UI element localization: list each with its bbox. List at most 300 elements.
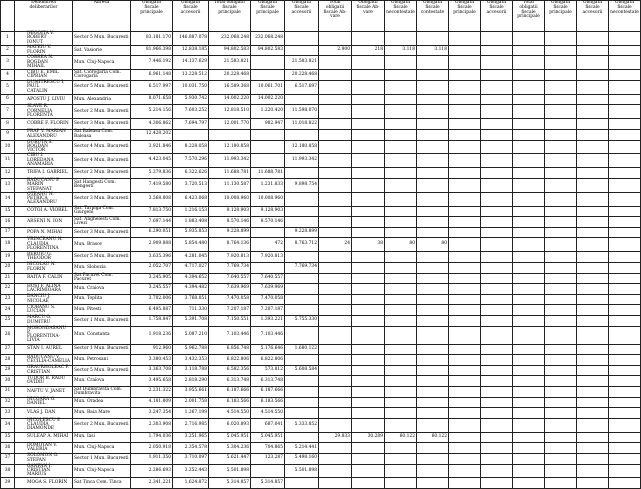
table-row	[1, 478, 641, 489]
amount-cell: 1.216.153	[173, 206, 209, 217]
amount-cell	[319, 305, 352, 316]
debtor-name: RAITA F. CALIN	[15, 273, 73, 284]
amount-cell	[209, 129, 251, 140]
amount-cell	[385, 80, 417, 94]
amount-cell	[352, 56, 385, 70]
debtor-name: ARSENI N. ION	[15, 217, 73, 228]
row-number: 16	[1, 217, 15, 228]
amount-cell: 6.313.748	[209, 376, 251, 387]
amount-cell	[417, 178, 449, 192]
amount-cell: 5.176.646	[251, 344, 285, 355]
amount-cell	[319, 56, 352, 70]
amount-cell	[545, 478, 577, 489]
amount-cell	[352, 326, 385, 344]
amount-cell	[352, 178, 385, 192]
amount-cell	[577, 387, 609, 398]
row-number: 10	[1, 140, 15, 154]
amount-cell: 232.068.248	[209, 32, 251, 46]
debtor-name: COBRE F. FLORIN	[15, 119, 73, 130]
amount-cell: 60.122	[385, 432, 417, 443]
amount-cell	[481, 129, 513, 140]
amount-cell	[577, 376, 609, 387]
amount-cell: 6.495.887	[131, 305, 173, 316]
amount-cell: 9.228.899	[209, 227, 251, 238]
debtor-address: Mun. Alexandria	[73, 94, 131, 105]
amount-cell	[481, 45, 513, 56]
column-header: Total obligatii fiscale principale	[513, 1, 545, 32]
amount-cell	[417, 453, 449, 464]
amount-cell: 11.598.070	[285, 105, 319, 119]
amount-cell: 687.041	[251, 418, 285, 432]
amount-cell	[449, 154, 481, 168]
amount-cell: 3.380.453	[131, 355, 173, 366]
amount-cell	[609, 168, 641, 179]
amount-cell	[513, 80, 545, 94]
amount-cell	[385, 70, 417, 81]
amount-cell	[285, 376, 319, 387]
amount-cell: 2.900	[319, 45, 352, 56]
amount-cell: 3.118	[417, 45, 449, 56]
amount-cell: 2.716.985	[173, 418, 209, 432]
amount-cell	[577, 478, 609, 489]
debtor-name: SOLOMON G. STEFAN	[15, 453, 73, 464]
amount-cell	[449, 94, 481, 105]
amount-cell: 6.423.068	[173, 192, 209, 206]
amount-cell	[481, 464, 513, 478]
amount-cell	[251, 464, 285, 478]
debtor-name: FRAP V. MARIAN ALEXANDRU	[15, 129, 73, 140]
amount-cell	[251, 154, 285, 168]
amount-cell: 14.002.220	[209, 94, 251, 105]
amount-cell	[449, 192, 481, 206]
amount-cell	[319, 252, 352, 263]
amount-cell	[352, 32, 385, 46]
amount-cell	[545, 206, 577, 217]
debtor-name: BEROIU G. THEODOR	[15, 252, 73, 263]
amount-cell	[385, 443, 417, 454]
amount-cell: 7.103.446	[209, 326, 251, 344]
amount-cell	[609, 478, 641, 489]
amount-cell	[481, 192, 513, 206]
debtor-name: COTOI A. VIOREL	[15, 206, 73, 217]
amount-cell	[417, 105, 449, 119]
amount-cell	[352, 408, 385, 419]
debtor-address: Sector 3 Mun. Bucuresti	[73, 119, 131, 130]
amount-cell	[385, 273, 417, 284]
amount-cell: 3.702.006	[131, 294, 173, 305]
amount-cell	[577, 119, 609, 130]
amount-cell	[319, 315, 352, 326]
amount-cell	[352, 453, 385, 464]
amount-cell	[352, 355, 385, 366]
debtor-address: Sector 2 Mun. Bucuresti	[73, 105, 131, 119]
amount-cell: 6.322.626	[173, 168, 209, 179]
amount-cell	[449, 168, 481, 179]
amount-cell	[481, 376, 513, 387]
amount-cell	[545, 168, 577, 179]
amount-cell: 6.961.148	[131, 70, 173, 81]
amount-cell	[545, 453, 577, 464]
amount-cell	[285, 206, 319, 217]
amount-cell	[609, 453, 641, 464]
amount-cell	[545, 238, 577, 252]
amount-cell: 5.391.708	[173, 315, 209, 326]
amount-cell	[449, 376, 481, 387]
amount-cell: 12.428.202	[131, 129, 173, 140]
amount-cell	[609, 178, 641, 192]
amount-cell: 3.252.443	[173, 464, 209, 478]
amount-cell	[513, 227, 545, 238]
amount-cell: 9.128.903	[251, 206, 285, 217]
debtor-address: Sector 4 Mun. Bucuresti	[73, 140, 131, 154]
amount-cell	[609, 315, 641, 326]
amount-cell: 5.214.441	[285, 443, 319, 454]
table-row	[1, 119, 641, 130]
amount-cell	[285, 32, 319, 46]
debtor-address: Sector 5 Mun. Bucuresti	[73, 32, 131, 46]
amount-cell	[577, 154, 609, 168]
amount-cell	[513, 418, 545, 432]
amount-cell	[577, 168, 609, 179]
amount-cell	[545, 418, 577, 432]
amount-cell	[513, 464, 545, 478]
amount-cell	[319, 408, 352, 419]
amount-cell: 6.517.997	[131, 80, 173, 94]
amount-cell: 7.570.296	[173, 154, 209, 168]
amount-cell: 9.898.754	[285, 178, 319, 192]
amount-cell: 7.640.557	[251, 273, 285, 284]
amount-cell	[513, 355, 545, 366]
amount-cell	[449, 326, 481, 344]
amount-cell	[385, 94, 417, 105]
amount-cell	[609, 408, 641, 419]
amount-cell	[481, 94, 513, 105]
amount-cell	[285, 192, 319, 206]
amount-cell	[352, 154, 385, 168]
amount-cell	[251, 56, 285, 70]
amount-cell	[385, 252, 417, 263]
amount-cell	[352, 262, 385, 273]
amount-cell: 12.818.510	[209, 105, 251, 119]
amount-cell: 4.394.482	[173, 284, 209, 295]
amount-cell	[417, 443, 449, 454]
table-row	[1, 284, 641, 295]
amount-cell: 4.394.652	[173, 273, 209, 284]
row-number: 35	[1, 432, 15, 443]
amount-cell	[417, 262, 449, 273]
amount-cell: 20.228.468	[209, 70, 251, 81]
amount-cell	[481, 154, 513, 168]
amount-cell: 2.050.918	[131, 443, 173, 454]
amount-cell	[545, 376, 577, 387]
debtor-address: Mun. Petrosani	[73, 355, 131, 366]
amount-cell: 5.930.742	[173, 94, 209, 105]
row-number: 11	[1, 154, 15, 168]
column-header: Obligatii fiscale Ab- vare	[352, 1, 385, 32]
amount-cell	[577, 315, 609, 326]
amount-cell	[417, 119, 449, 130]
amount-cell	[417, 192, 449, 206]
amount-cell: 5.379.836	[131, 168, 173, 179]
column-header: Denumirea deliberarilor	[15, 1, 73, 32]
amount-cell	[352, 252, 385, 263]
amount-cell	[577, 397, 609, 408]
table-row	[1, 305, 641, 316]
table-row	[1, 252, 641, 263]
amount-cell: 3.710.097	[173, 453, 209, 464]
amount-cell	[577, 140, 609, 154]
amount-cell	[577, 262, 609, 273]
amount-cell: 8.764.136	[209, 238, 251, 252]
amount-cell: 14.137.629	[173, 56, 209, 70]
amount-cell: 6.290.051	[131, 227, 173, 238]
amount-cell	[319, 178, 352, 192]
amount-cell	[385, 453, 417, 464]
amount-cell	[513, 294, 545, 305]
amount-cell	[417, 273, 449, 284]
row-number: 14	[1, 192, 15, 206]
table-row	[1, 45, 641, 56]
amount-cell	[319, 387, 352, 398]
amount-cell	[385, 105, 417, 119]
amount-cell	[513, 453, 545, 464]
debtor-address: Mun. Iasi	[73, 432, 131, 443]
amount-cell	[319, 227, 352, 238]
amount-cell	[417, 140, 449, 154]
amount-cell	[417, 397, 449, 408]
amount-cell	[352, 168, 385, 179]
debtor-address: Sector 1 Mun. Bucuresti	[73, 453, 131, 464]
amount-cell	[577, 464, 609, 478]
amount-cell	[449, 418, 481, 432]
amount-cell: 1.758.847	[131, 315, 173, 326]
amount-cell: 1.794.036	[131, 432, 173, 443]
row-number: 9	[1, 129, 15, 140]
amount-cell: 8.228.058	[173, 140, 209, 154]
table-row	[1, 387, 641, 398]
amount-cell	[417, 294, 449, 305]
debtor-name: HOSI F. ALINA LACRIMIOARA	[15, 284, 73, 295]
amount-cell: 3.245.557	[131, 284, 173, 295]
amount-cell: 12.838.185	[173, 45, 209, 56]
amount-cell: 7.419.580	[131, 178, 173, 192]
amount-cell: 7.470.058	[209, 294, 251, 305]
amount-cell	[545, 252, 577, 263]
row-number: 7	[1, 105, 15, 119]
table-row	[1, 443, 641, 454]
amount-cell	[385, 129, 417, 140]
row-number: 33	[1, 408, 15, 419]
amount-cell: 7.694.797	[173, 119, 209, 130]
amount-cell	[319, 32, 352, 46]
amount-cell	[513, 154, 545, 168]
amount-cell	[513, 140, 545, 154]
amount-cell	[481, 105, 513, 119]
amount-cell	[513, 168, 545, 179]
debtor-address: Mun. Oradea	[73, 397, 131, 408]
amount-cell	[319, 443, 352, 454]
debtor-name: VLAS J. DAN	[15, 408, 73, 419]
amount-cell: 13.228.512	[173, 70, 209, 81]
amount-cell	[545, 32, 577, 46]
amount-cell	[385, 344, 417, 355]
amount-cell	[319, 154, 352, 168]
amount-cell	[513, 387, 545, 398]
table-row	[1, 192, 641, 206]
table-row	[1, 206, 641, 217]
amount-cell	[513, 432, 545, 443]
table-row	[1, 70, 641, 81]
amount-cell: 60.122	[417, 432, 449, 443]
amount-cell	[449, 432, 481, 443]
amount-cell	[609, 252, 641, 263]
amount-cell: 83.181.170	[131, 32, 173, 46]
amount-cell: 6.187.666	[251, 387, 285, 398]
row-number: 13	[1, 178, 15, 192]
column-header: Obligatii fiscale necontestate	[609, 1, 641, 32]
amount-cell: 7.697.144	[131, 217, 173, 228]
amount-cell	[481, 80, 513, 94]
amount-cell: 38	[352, 238, 385, 252]
amount-cell	[545, 105, 577, 119]
amount-cell: 4.717.027	[173, 262, 209, 273]
amount-cell: 1.918.236	[131, 326, 173, 344]
amount-cell: 3.768.051	[173, 294, 209, 305]
amount-cell	[577, 273, 609, 284]
amount-cell	[545, 464, 577, 478]
table-row	[1, 344, 641, 355]
amount-cell	[577, 432, 609, 443]
amount-cell	[449, 453, 481, 464]
amount-cell	[481, 387, 513, 398]
amount-cell	[319, 355, 352, 366]
amount-cell	[449, 344, 481, 355]
amount-cell: 1.267.199	[173, 408, 209, 419]
amount-cell	[609, 70, 641, 81]
debtor-name: CIBU E. EMIL CIPRIAN	[15, 70, 73, 81]
amount-cell: 80	[417, 238, 449, 252]
amount-cell: 12.180.858	[285, 140, 319, 154]
amount-cell	[417, 478, 449, 489]
amount-cell	[609, 273, 641, 284]
amount-cell	[609, 305, 641, 316]
debtor-name: POPA N. MIHAI	[15, 227, 73, 238]
amount-cell	[285, 129, 319, 140]
amount-cell: 146.887.078	[173, 32, 209, 46]
row-number: 6	[1, 94, 15, 105]
amount-cell	[449, 443, 481, 454]
debtor-name: DUMITRESCU I. PAUL CATALIN	[15, 80, 73, 94]
amount-cell	[513, 326, 545, 344]
row-number: 1	[1, 32, 15, 46]
amount-cell	[513, 192, 545, 206]
amount-cell: 1.883.408	[173, 217, 209, 228]
amount-cell: 5.214.156	[131, 105, 173, 119]
amount-cell	[385, 168, 417, 179]
amount-cell	[545, 94, 577, 105]
column-header: Obligatii fiscale necontestate	[385, 1, 417, 32]
amount-cell: 6.183.566	[251, 397, 285, 408]
amount-cell	[481, 478, 513, 489]
amount-cell	[352, 397, 385, 408]
amount-cell	[352, 119, 385, 130]
amount-cell	[352, 376, 385, 387]
amount-cell: 7.446.192	[131, 56, 173, 70]
debtor-address: Sat Baleasa Com. Baleasa	[73, 129, 131, 140]
amount-cell: 8.763.712	[285, 238, 319, 252]
amount-cell	[449, 355, 481, 366]
amount-cell	[545, 70, 577, 81]
amount-cell	[417, 326, 449, 344]
amount-cell	[449, 273, 481, 284]
amount-cell	[481, 432, 513, 443]
amount-cell	[449, 408, 481, 419]
amount-cell	[319, 70, 352, 81]
amount-cell: 912.960	[131, 344, 173, 355]
amount-cell	[352, 365, 385, 376]
amount-cell	[577, 105, 609, 119]
amount-cell	[417, 32, 449, 46]
amount-cell: 3.363.708	[131, 365, 173, 376]
amount-cell: 6.313.748	[251, 376, 285, 387]
amount-cell	[481, 273, 513, 284]
amount-cell: 8.570.146	[209, 217, 251, 228]
amount-cell	[285, 432, 319, 443]
amount-cell	[545, 443, 577, 454]
amount-cell	[352, 315, 385, 326]
amount-cell: 3.568.808	[131, 192, 173, 206]
amount-cell	[609, 262, 641, 273]
debtor-address: Mun. Brasov	[73, 238, 131, 252]
amount-cell	[513, 252, 545, 263]
row-number: 28	[1, 355, 15, 366]
table-row	[1, 432, 641, 443]
debtor-name: GRAURHOLEAC P. CRISTIAN	[15, 365, 73, 376]
amount-cell	[173, 129, 209, 140]
amount-cell	[609, 140, 641, 154]
amount-cell	[609, 206, 641, 217]
row-number: 17	[1, 227, 15, 238]
amount-cell: 7.603.252	[173, 105, 209, 119]
amount-cell	[449, 238, 481, 252]
column-header: Obligatii fiscale principale	[545, 1, 577, 32]
amount-cell: 5.045.951	[251, 432, 285, 443]
amount-cell	[319, 217, 352, 228]
debtor-address: Mun. Toplita	[73, 294, 131, 305]
table-row	[1, 227, 641, 238]
debtor-name: APOSTU J. LIVIU	[15, 94, 73, 105]
amount-cell	[481, 355, 513, 366]
amount-cell	[609, 284, 641, 295]
amount-cell: 11.018.822	[285, 119, 319, 130]
amount-cell	[609, 192, 641, 206]
debtor-address: Mun. Constanta	[73, 326, 131, 344]
amount-cell: 7.639.969	[209, 284, 251, 295]
amount-cell	[609, 80, 641, 94]
amount-cell	[319, 326, 352, 344]
amount-cell	[513, 397, 545, 408]
amount-cell	[449, 365, 481, 376]
row-number: 25	[1, 315, 15, 326]
debtor-address: Mun. Craiova	[73, 376, 131, 387]
amount-cell: 7.920.813	[209, 252, 251, 263]
amount-cell	[481, 70, 513, 81]
amount-cell	[417, 315, 449, 326]
amount-cell	[449, 206, 481, 217]
amount-cell	[449, 70, 481, 81]
amount-cell: 7.150.551	[209, 315, 251, 326]
amount-cell: 11.993.342	[285, 154, 319, 168]
